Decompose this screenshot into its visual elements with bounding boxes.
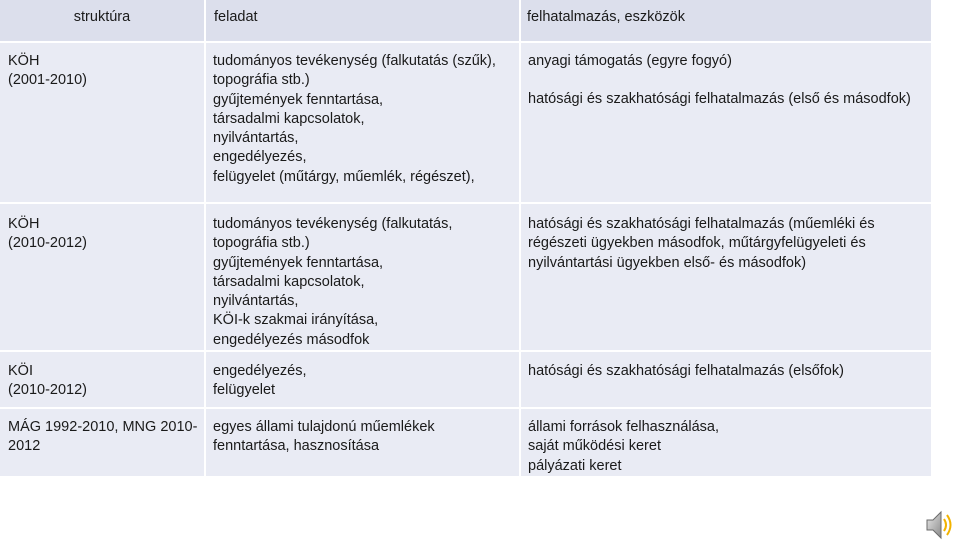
task-cell: engedélyezés, felügyelet (206, 352, 521, 409)
tools-cell: hatósági és szakhatósági felhatalmazás (műemléki és régészeti ügyekben másodfok, műtárgyfelügyeleti és nyilvántartási ügyekben első- és másodfok) (521, 204, 931, 352)
task-cell: egyes állami tulajdonú műemlékek fenntartása, hasznosítása (206, 409, 521, 478)
structure-cell: KÖH (2010-2012) (0, 204, 206, 352)
header-structure: struktúra (0, 0, 206, 43)
task-cell: tudományos tevékenység (falkutatás, topográfia stb.) gyűjtemények fenntartása, társadalmi kapcsolatok, nyilvántartás, KÖI-k szakmai irányítása, engedélyezés másodfok (206, 204, 521, 352)
table-row (0, 43, 931, 204)
speaker-icon[interactable] (924, 508, 956, 542)
table-row (0, 409, 931, 478)
tools-cell: hatósági és szakhatósági felhatalmazás (elsőfok) (521, 352, 931, 409)
structure-cell: MÁG 1992-2010, MNG 2010- 2012 (0, 409, 206, 478)
tools-cell: állami források felhasználása, saját működési keret pályázati keret (521, 409, 931, 478)
header-tools: felhatalmazás, eszközök (521, 0, 931, 43)
table-row (0, 204, 931, 352)
header-row (0, 0, 931, 43)
tools-cell: anyagi támogatás (egyre fogyó) hatósági és szakhatósági felhatalmazás (első és másodfok) (521, 43, 931, 204)
table-row (0, 352, 931, 409)
header-task: feladat (206, 0, 521, 43)
structure-cell: KÖI (2010-2012) (0, 352, 206, 409)
task-cell: tudományos tevékenység (falkutatás (szűk), topográfia stb.) gyűjtemények fenntartása, társadalmi kapcsolatok, nyilvántartás, engedélyezés, felügyelet (műtárgy, műemlék, régészet), (206, 43, 521, 204)
structure-cell: KÖH (2001-2010) (0, 43, 206, 204)
